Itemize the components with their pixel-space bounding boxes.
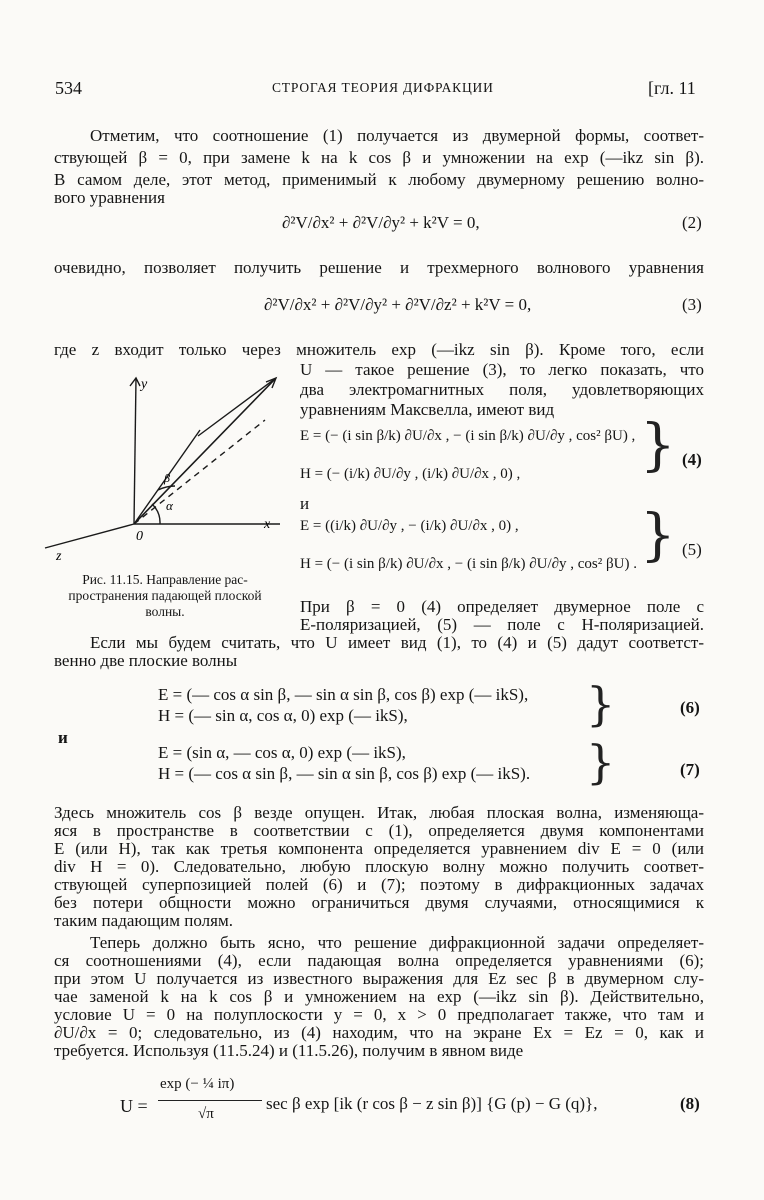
equation-8-rhs: sec β exp [ik (r cos β − z sin β)] {G (p) − G (q)},: [266, 1094, 598, 1113]
figure-incident-wave: [40, 370, 290, 570]
text-line: ствующей β = 0, при замене k на k cos β и умножении на exp (—ikz sin β).: [54, 148, 704, 167]
text-line: венно две плоские волны: [54, 651, 238, 670]
fraction-bar: [158, 1100, 262, 1101]
conjunction: и: [300, 494, 310, 513]
y-axis-arrow: [130, 378, 140, 386]
right-brace: }: [640, 503, 676, 568]
text-line: ∂U/∂x = 0; следовательно, из (4) находим, что на экране Ex = Ez = 0, как и: [54, 1023, 704, 1042]
x-label: x: [264, 517, 271, 532]
text-line: U — такое решение (3), то легко показать, что: [300, 360, 704, 379]
figure-caption: Рис. 11.15. Направление рас- пространения падающей плоской волны.: [68, 572, 262, 619]
right-brace: }: [586, 735, 616, 789]
equation-5-e: E = ((i/k) ∂U/∂y , − (i/k) ∂U/∂x , 0) ,: [300, 518, 519, 534]
text-line: вого уравнения: [54, 188, 165, 207]
equation-7-e: E = (sin α, — cos α, 0) exp (— ikS),: [158, 743, 406, 762]
text-line: очевидно, позволяет получить решение и трехмерного волнового уравнения: [54, 258, 704, 277]
equation-5-h: H = (− (i sin β/k) ∂U/∂x , − (i sin β/k) ∂U/∂y , cos² βU) .: [300, 556, 637, 572]
z-axis: [45, 524, 134, 548]
y-label: y: [141, 377, 148, 392]
equation-number: (5): [682, 540, 702, 559]
incident-direction: [134, 378, 276, 524]
text-line: условие U = 0 на полуплоскости y = 0, x > 0 предполагает также, что там и: [54, 1005, 704, 1024]
text-line: Если мы будем считать, что U имеет вид (1), то (4) и (5) дадут соответст-: [90, 633, 704, 652]
equation-6-h: H = (— sin α, cos α, 0) exp (— ikS),: [158, 706, 408, 725]
equation-number: (2): [682, 213, 702, 232]
text-line: таким падающим полям.: [54, 911, 233, 930]
text-line: В самом деле, этот метод, применимый к любому двумерному решению волно-: [54, 170, 704, 189]
text-line: div H = 0). Следовательно, любую плоскую волну можно получить соответ-: [54, 857, 704, 876]
text-line: ствующей суперпозицией полей (6) и (7); поэтому в дифракционных задачах: [54, 875, 704, 894]
equation-8-numerator: exp (− ¼ iπ): [160, 1076, 235, 1092]
equation-number: (4): [682, 450, 702, 469]
equation-6-e: E = (— cos α sin β, — sin α sin β, cos β) exp (— ikS),: [158, 685, 529, 704]
origin-label: 0: [136, 529, 143, 544]
equation-number: (6): [680, 698, 700, 717]
alpha-label: α: [166, 498, 173, 513]
right-brace: }: [640, 413, 676, 478]
text-line: ся соотношениями (4), если падающая волна определяется уравнениями (6);: [54, 951, 704, 970]
page-number: 534: [55, 78, 82, 98]
text-line: без потери общности можно ограничиться двумя случаями, относящимися к: [54, 893, 704, 912]
equation-2: ∂²V/∂x² + ∂²V/∂y² + k²V = 0,: [282, 213, 480, 232]
text-line: Здесь множитель cos β везде опущен. Итак, любая плоская волна, изменяюща-: [54, 803, 704, 822]
text-line: уравнениям Максвелла, имеют вид: [300, 400, 555, 419]
beta-label: β: [164, 471, 170, 485]
text-line: Отметим, что соотношение (1) получается из двумерной формы, соответ-: [90, 126, 704, 145]
right-brace: }: [586, 677, 616, 731]
chapter-label: [гл. 11: [648, 78, 696, 98]
text-line: два электромагнитных поля, удовлетворяющих: [300, 380, 704, 399]
running-title: СТРОГАЯ ТЕОРИЯ ДИФРАКЦИИ: [272, 80, 494, 95]
text-line: При β = 0 (4) определяет двумерное поле с: [300, 597, 704, 616]
equation-8-denominator: √π: [198, 1106, 214, 1122]
equation-8-lhs: U =: [120, 1096, 148, 1116]
y-axis: [134, 378, 136, 524]
text-line: где z входит только через множитель exp (—ikz sin β). Кроме того, если: [54, 340, 704, 359]
text-line: Теперь должно быть ясно, что решение дифракционной задачи определяет-: [90, 933, 704, 952]
conjunction: и: [58, 728, 68, 747]
equation-4-e: E = (− (i sin β/k) ∂U/∂x , − (i sin β/k) ∂U/∂y , cos² βU) ,: [300, 428, 636, 444]
text-line: требуется. Используя (11.5.24) и (11.5.26), получим в явном виде: [54, 1041, 524, 1060]
text-line: чае заменой k на k cos β и умножением на exp (—ikz sin β). Действительно,: [54, 987, 704, 1006]
equation-number: (3): [682, 295, 702, 314]
text-line: яся в пространстве в соответствии с (1), определяется двумя компонентами: [54, 821, 704, 840]
equation-number: (8): [680, 1094, 700, 1113]
text-line: при этом U получается из известного выражения для Ez sec β в двумерном слу-: [54, 969, 704, 988]
equation-3: ∂²V/∂x² + ∂²V/∂y² + ∂²V/∂z² + k²V = 0,: [264, 295, 532, 314]
text-line: E-поляризацией, (5) — поле с H-поляризацией.: [300, 615, 704, 634]
equation-4-h: H = (− (i/k) ∂U/∂y , (i/k) ∂U/∂x , 0) ,: [300, 466, 521, 482]
equation-number: (7): [680, 760, 700, 779]
wave-line: [198, 378, 276, 436]
z-label: z: [56, 549, 62, 564]
equation-7-h: H = (— cos α sin β, — sin α sin β, cos β) exp (— ikS).: [158, 764, 531, 783]
text-line: E (или H), так как третья компонента определяется уравнением div E = 0 (или: [54, 839, 704, 858]
